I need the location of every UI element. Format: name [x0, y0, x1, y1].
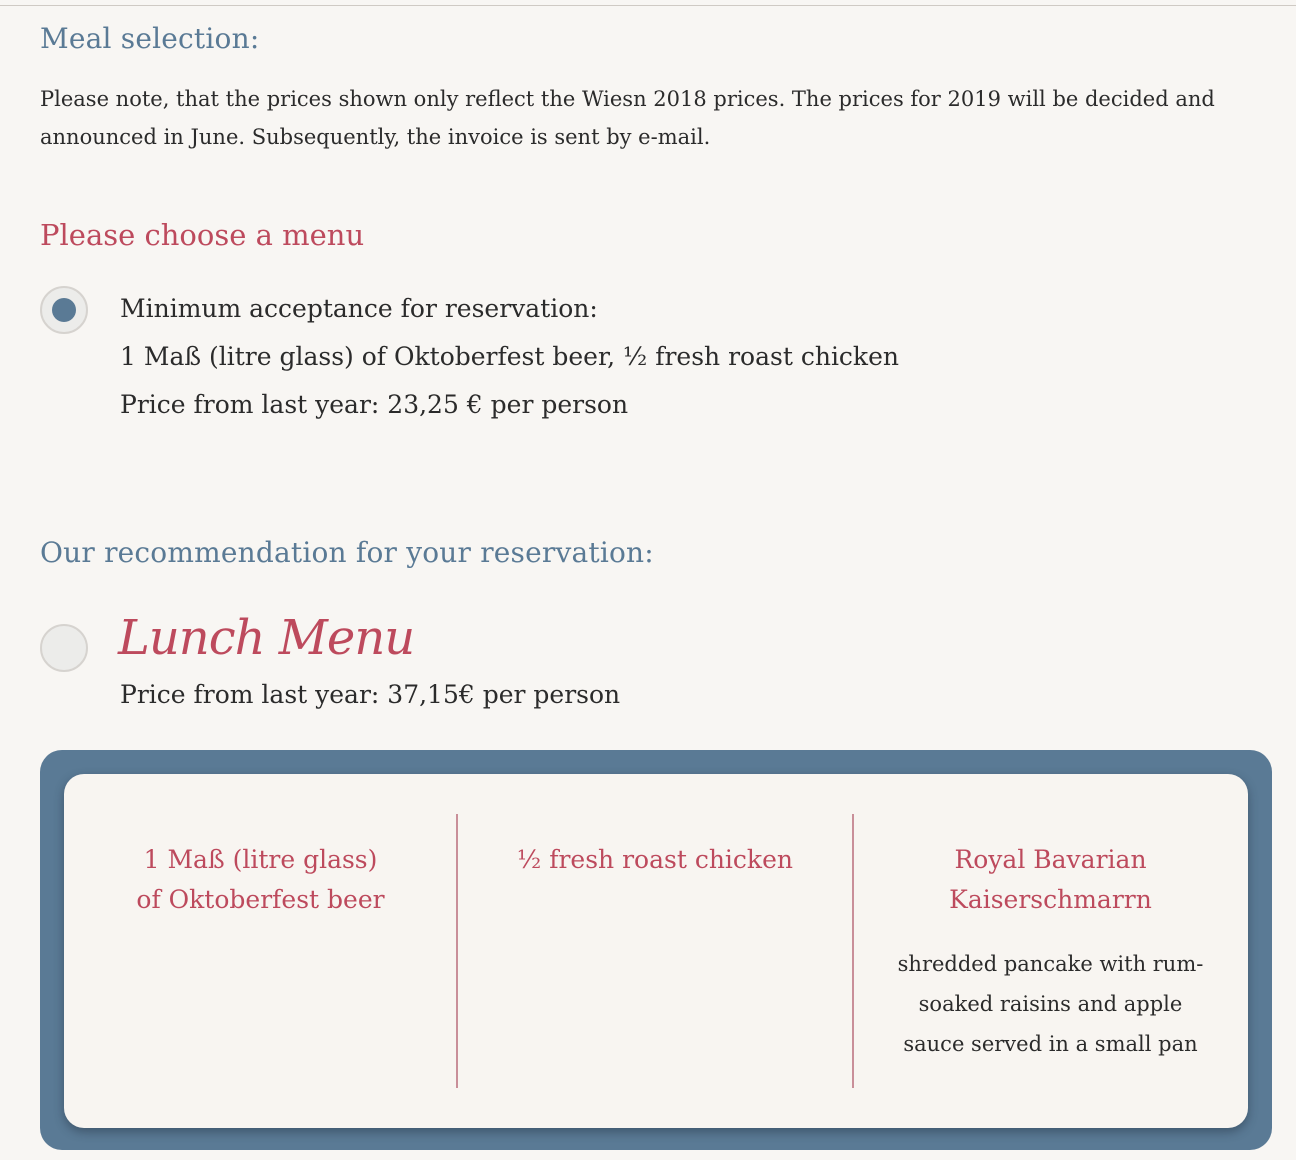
recommendation-heading: Our recommendation for your reservation:	[40, 536, 654, 569]
minimum-acceptance-title: Minimum acceptance for reservation:	[120, 294, 598, 323]
lunch-menu-title[interactable]: Lunch Menu	[118, 610, 415, 666]
price-note: Please note, that the prices shown only reflect the Wiesn 2018 prices. The prices for 2019 will be decided and announced in June. Subsequently, the invoice is sent by e-mail.	[40, 87, 1215, 149]
menu-item-description: shredded pancake with rum-soaked raisins and apple sauce served in a small pan	[897, 952, 1204, 1056]
menu-item-title: ½ fresh roast chicken	[517, 845, 793, 874]
menu-item-beer	[64, 774, 457, 1128]
menu-item-title: 1 Maß (litre glass) of Oktoberfest beer	[136, 845, 385, 914]
menu-item-title: Royal Bavarian Kaiserschmarrn	[949, 845, 1152, 914]
lunch-menu-card	[64, 774, 1248, 1128]
minimum-acceptance-price: Price from last year: 23,25 € per person	[120, 390, 629, 419]
top-divider	[0, 5, 1296, 6]
lunch-menu-price: Price from last year: 37,15€ per person	[120, 680, 621, 709]
meal-selection-heading: Meal selection:	[40, 22, 260, 55]
menu-item-kaiserschmarrn	[853, 774, 1248, 1128]
minimum-acceptance-contents: 1 Maß (litre glass) of Oktoberfest beer, ½ fresh roast chicken	[120, 342, 899, 371]
minimum-acceptance-radio[interactable]	[40, 286, 88, 334]
minimum-acceptance-option[interactable]	[120, 285, 899, 429]
lunch-menu-radio[interactable]	[40, 624, 88, 672]
menu-item-chicken	[457, 774, 853, 1128]
choose-menu-heading: Please choose a menu	[40, 218, 365, 252]
